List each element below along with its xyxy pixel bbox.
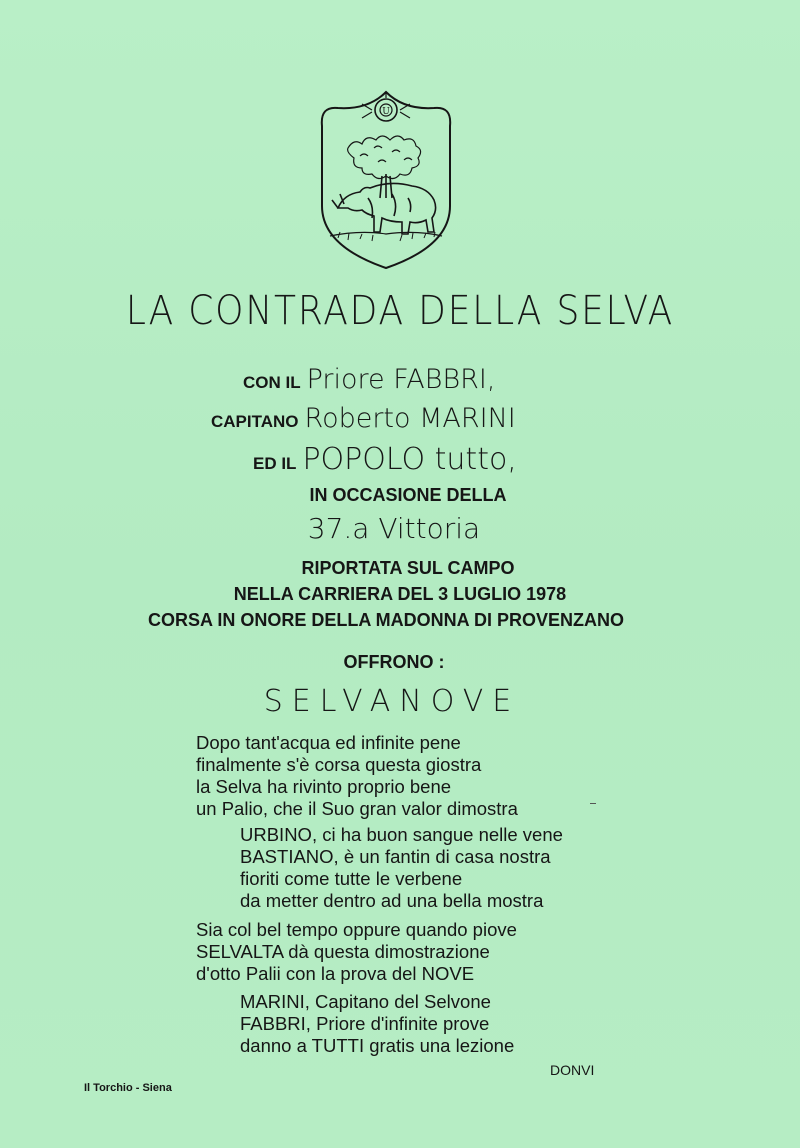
dedication-text: Priore FABBRI, [306,364,496,395]
poster-title: LA CONTRADA DELLA SELVA [125,288,675,334]
poem-stanza-4 [240,991,514,1057]
contrada-coat-of-arms-icon [308,86,464,272]
occasion-line: IN OCCASIONE DELLA [309,485,507,505]
dedication-text: POPOLO tutto, [302,442,517,477]
poem-line: finalmente s'è corsa questa giostra [196,754,482,775]
author-signature: DONVI [550,1062,595,1078]
poem-line: MARINI, Capitano del Selvone [240,991,491,1012]
poem-line: URBINO, ci ha buon sangue nelle vene [240,824,563,845]
dedication-people [253,442,517,477]
poem-line: BASTIANO, è un fantin di casa nostra [240,846,551,867]
poem-line: fioriti come tutte le verbene [240,868,463,889]
dedication-text: Roberto MARINI [304,403,516,434]
detail-line: NELLA CARRIERA DEL 3 LUGLIO 1978 [233,584,567,604]
dedication-prefix: CAPITANO [211,412,299,431]
svg-text:U: U [382,107,390,117]
poem-line: danno a TUTTI gratis una lezione [240,1035,515,1056]
poem-line: da metter dentro ad una bella mostra [240,890,544,911]
poem-line: la Selva ha rivinto proprio bene [196,776,452,797]
poem-line: Sia col bel tempo oppure quando piove [196,919,517,940]
victory-number: 37.a Vittoria [307,512,481,545]
detail-line: CORSA IN ONORE DELLA MADONNA DI PROVENZANO [147,610,624,630]
dedication-prior [243,364,495,395]
poem-stanza-3 [196,919,517,985]
poem-line: SELVALTA dà questa dimostrazione [196,941,490,962]
poem-line: Dopo tant'acqua ed infinite pene [196,732,461,753]
poem-line: FABBRI, Priore d'infinite prove [240,1013,490,1034]
dedication-captain [211,403,516,434]
poem-stanza-1 [196,732,518,820]
poem-stanza-2 [240,824,563,912]
poem-line: un Palio, che il Suo gran valor dimostra [196,798,518,819]
printer-credit: Il Torchio - Siena [84,1082,172,1094]
stray-mark [590,803,596,804]
detail-line: RIPORTATA SUL CAMPO [301,558,515,578]
offer-label: OFFRONO : [343,652,445,672]
poem-title: SELVANOVE [263,684,521,719]
poem-line: d'otto Palii con la prova del NOVE [196,963,475,984]
dedication-prefix: ED IL [253,454,297,473]
dedication-prefix: CON IL [243,373,301,392]
